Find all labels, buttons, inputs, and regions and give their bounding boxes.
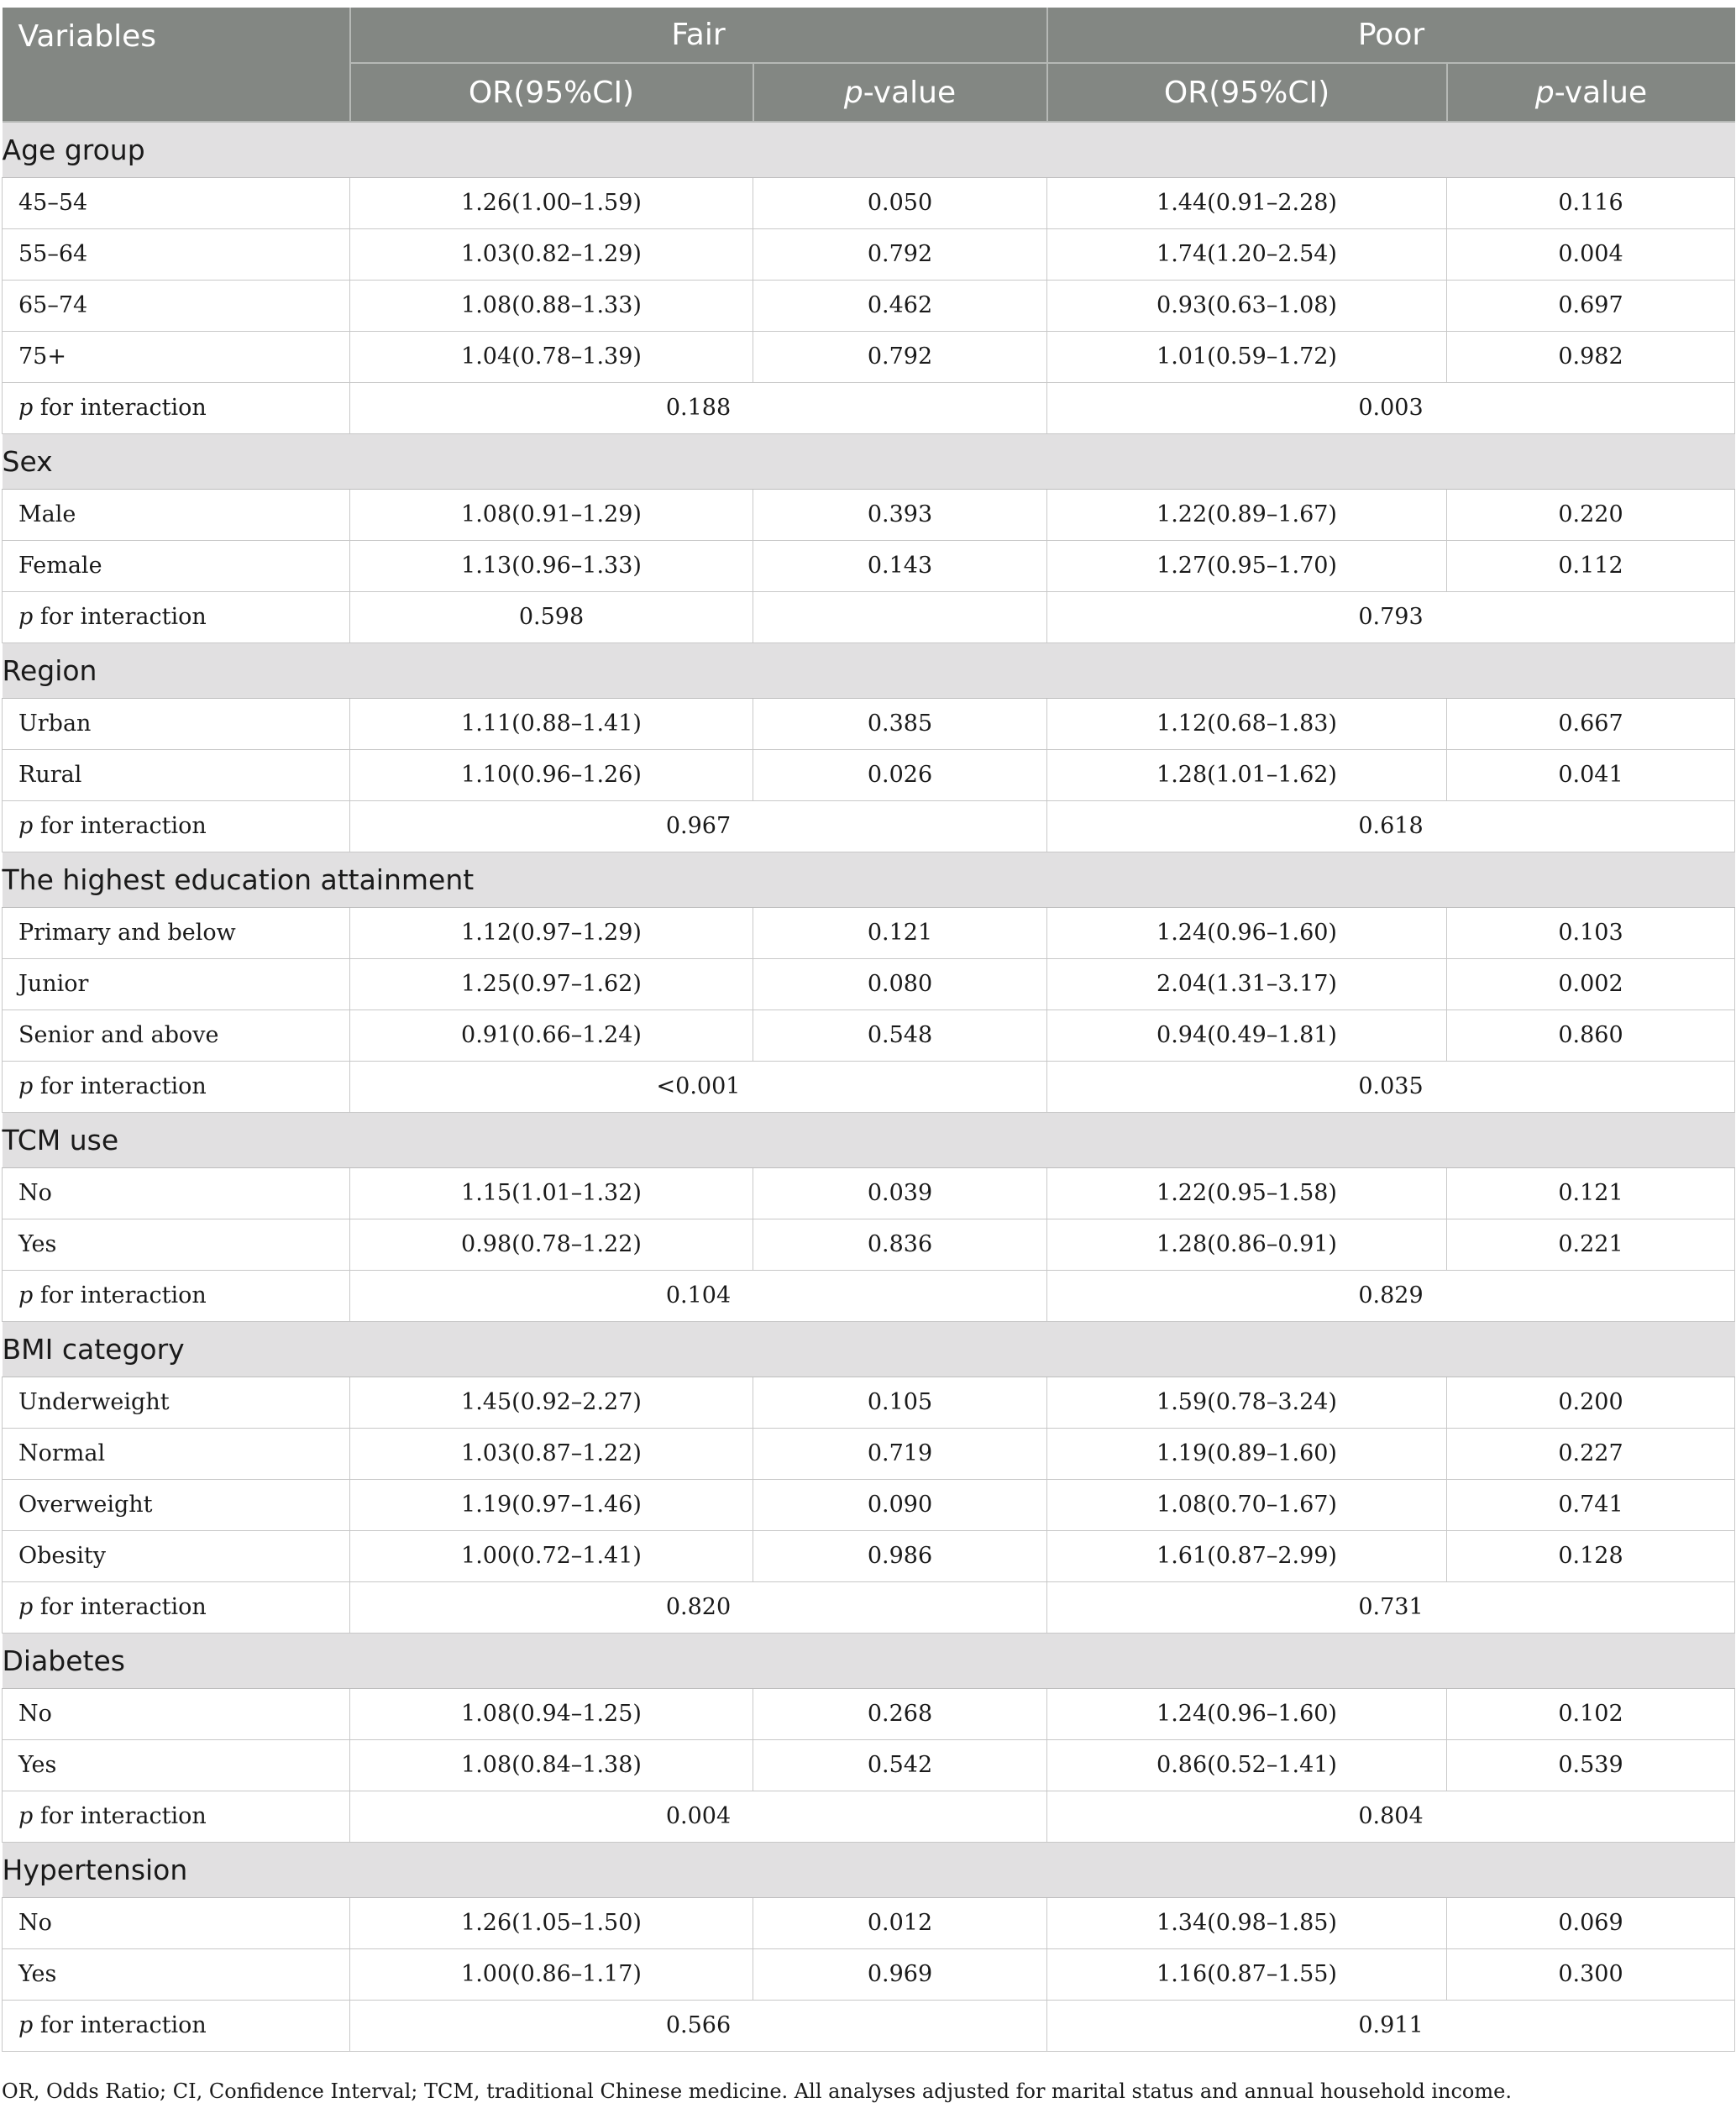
table-row (3, 1428, 1735, 1479)
poor-interaction-cell: 0.731 (1047, 1581, 1735, 1633)
poor-pvalue-cell: 0.200 (1447, 1377, 1735, 1428)
poor-pvalue-cell: 0.539 (1447, 1739, 1735, 1791)
fair-or-cell: 1.04(0.78–1.39) (350, 331, 753, 382)
fair-pvalue-cell: 0.090 (753, 1479, 1047, 1530)
table-row (3, 1167, 1735, 1219)
poor-pvalue-cell: 0.982 (1447, 331, 1735, 382)
table-row (3, 1739, 1735, 1791)
fair-interaction-cell: 0.566 (350, 2000, 1047, 2051)
header-variables: Variables (3, 8, 350, 122)
row-label: Yes (3, 1739, 350, 1791)
poor-interaction-cell: 0.793 (1047, 591, 1735, 642)
poor-pvalue-cell: 0.069 (1447, 1897, 1735, 1948)
poor-interaction-cell: 0.911 (1047, 2000, 1735, 2051)
fair-or-cell: 1.10(0.96–1.26) (350, 749, 753, 800)
interaction-row (3, 1061, 1735, 1112)
poor-or-cell: 1.61(0.87–2.99) (1047, 1530, 1447, 1581)
header-poor: Poor (1047, 8, 1735, 63)
interaction-label: p for interaction (3, 800, 350, 852)
fair-pvalue-cell: 0.542 (753, 1739, 1047, 1791)
table-body (3, 122, 1735, 2051)
fair-interaction-cell: 0.598 (350, 591, 753, 642)
poor-or-cell: 1.28(1.01–1.62) (1047, 749, 1447, 800)
table-row (3, 907, 1735, 958)
poor-pvalue-cell: 0.227 (1447, 1428, 1735, 1479)
poor-pvalue-cell: 0.860 (1447, 1010, 1735, 1061)
table-row (3, 1010, 1735, 1061)
fair-pvalue-cell: 0.719 (753, 1428, 1047, 1479)
poor-pvalue-cell: 0.221 (1447, 1219, 1735, 1270)
row-label: No (3, 1688, 350, 1739)
table-row (3, 1530, 1735, 1581)
header-row (3, 8, 1735, 63)
fair-pvalue-cell: 0.792 (753, 228, 1047, 280)
row-label: Yes (3, 1948, 350, 2000)
fair-pvalue-cell: 0.986 (753, 1530, 1047, 1581)
fair-interaction-cell: 0.820 (350, 1581, 1047, 1633)
poor-or-cell: 0.93(0.63–1.08) (1047, 280, 1447, 331)
fair-or-cell: 1.19(0.97–1.46) (350, 1479, 753, 1530)
poor-pvalue-cell: 0.128 (1447, 1530, 1735, 1581)
poor-or-cell: 1.22(0.89–1.67) (1047, 489, 1447, 540)
table-footnote: OR, Odds Ratio; CI, Confidence Interval; TCM, traditional Chinese medicine. All analyses adjusted for marital status and annual household income. (2, 2079, 1512, 2103)
section-header-row (3, 1842, 1735, 1897)
poor-interaction-cell: 0.618 (1047, 800, 1735, 852)
poor-pvalue-cell: 0.002 (1447, 958, 1735, 1010)
poor-pvalue-cell: 0.121 (1447, 1167, 1735, 1219)
fair-or-cell: 1.15(1.01–1.32) (350, 1167, 753, 1219)
table-row (3, 1219, 1735, 1270)
poor-or-cell: 2.04(1.31–3.17) (1047, 958, 1447, 1010)
fair-interaction-cell: 0.104 (350, 1270, 1047, 1321)
poor-or-cell: 1.01(0.59–1.72) (1047, 331, 1447, 382)
poor-interaction-cell: 0.804 (1047, 1791, 1735, 1842)
fair-pvalue-cell: 0.026 (753, 749, 1047, 800)
table-row (3, 1948, 1735, 2000)
row-label: 75+ (3, 331, 350, 382)
fair-or-cell: 1.08(0.84–1.38) (350, 1739, 753, 1791)
poor-pvalue-cell: 0.220 (1447, 489, 1735, 540)
fair-or-cell: 1.03(0.82–1.29) (350, 228, 753, 280)
poor-pvalue-cell: 0.004 (1447, 228, 1735, 280)
fair-interaction-cell: 0.188 (350, 382, 1047, 433)
interaction-row (3, 1581, 1735, 1633)
header-poor-or: OR(95%CI) (1047, 63, 1447, 122)
header-fair: Fair (350, 8, 1047, 63)
poor-pvalue-cell: 0.300 (1447, 1948, 1735, 2000)
row-label: 45–54 (3, 177, 350, 228)
interaction-row (3, 800, 1735, 852)
poor-or-cell: 1.16(0.87–1.55) (1047, 1948, 1447, 2000)
poor-or-cell: 1.28(0.86–0.91) (1047, 1219, 1447, 1270)
section-header-row (3, 1321, 1735, 1377)
header-fair-pvalue: p-value (753, 63, 1047, 122)
fair-or-cell: 1.08(0.94–1.25) (350, 1688, 753, 1739)
fair-pvalue-cell: 0.792 (753, 331, 1047, 382)
row-label: Urban (3, 698, 350, 749)
interaction-row (3, 1791, 1735, 1842)
poor-pvalue-cell: 0.041 (1447, 749, 1735, 800)
section-title: Region (3, 642, 1735, 698)
fair-or-cell: 1.26(1.05–1.50) (350, 1897, 753, 1948)
table-row (3, 1479, 1735, 1530)
row-label: Senior and above (3, 1010, 350, 1061)
poor-or-cell: 1.12(0.68–1.83) (1047, 698, 1447, 749)
poor-pvalue-cell: 0.112 (1447, 540, 1735, 591)
poor-interaction-cell: 0.829 (1047, 1270, 1735, 1321)
poor-or-cell: 1.74(1.20–2.54) (1047, 228, 1447, 280)
poor-or-cell: 1.44(0.91–2.28) (1047, 177, 1447, 228)
poor-interaction-cell: 0.003 (1047, 382, 1735, 433)
interaction-row (3, 2000, 1735, 2051)
interaction-label: p for interaction (3, 1581, 350, 1633)
fair-interaction-cell: 0.004 (350, 1791, 1047, 1842)
interaction-label: p for interaction (3, 1270, 350, 1321)
poor-or-cell: 1.24(0.96–1.60) (1047, 1688, 1447, 1739)
interaction-label: p for interaction (3, 591, 350, 642)
fair-or-cell: 1.25(0.97–1.62) (350, 958, 753, 1010)
fair-or-cell: 1.11(0.88–1.41) (350, 698, 753, 749)
header-fair-or: OR(95%CI) (350, 63, 753, 122)
poor-pvalue-cell: 0.741 (1447, 1479, 1735, 1530)
interaction-row (3, 1270, 1735, 1321)
fair-or-cell: 1.00(0.86–1.17) (350, 1948, 753, 2000)
interaction-label: p for interaction (3, 1061, 350, 1112)
fair-pvalue-cell: 0.143 (753, 540, 1047, 591)
row-label: Normal (3, 1428, 350, 1479)
row-label: Primary and below (3, 907, 350, 958)
section-header-row (3, 122, 1735, 177)
interaction-row (3, 382, 1735, 433)
row-label: Underweight (3, 1377, 350, 1428)
poor-or-cell: 1.59(0.78–3.24) (1047, 1377, 1447, 1428)
section-header-row (3, 433, 1735, 489)
poor-or-cell: 1.22(0.95–1.58) (1047, 1167, 1447, 1219)
header-poor-pvalue: p-value (1447, 63, 1735, 122)
row-label: 65–74 (3, 280, 350, 331)
interaction-label: p for interaction (3, 1791, 350, 1842)
table-row (3, 749, 1735, 800)
row-label: 55–64 (3, 228, 350, 280)
section-header-row (3, 852, 1735, 907)
fair-pvalue-cell: 0.548 (753, 1010, 1047, 1061)
poor-or-cell: 0.94(0.49–1.81) (1047, 1010, 1447, 1061)
row-label: Obesity (3, 1530, 350, 1581)
interaction-label: p for interaction (3, 382, 350, 433)
fair-or-cell: 1.26(1.00–1.59) (350, 177, 753, 228)
poor-or-cell: 1.19(0.89–1.60) (1047, 1428, 1447, 1479)
poor-pvalue-cell: 0.102 (1447, 1688, 1735, 1739)
fair-pvalue-cell: 0.012 (753, 1897, 1047, 1948)
fair-interaction-cell: 0.967 (350, 800, 1047, 852)
table-row (3, 1377, 1735, 1428)
section-header-row (3, 642, 1735, 698)
row-label: Overweight (3, 1479, 350, 1530)
table-row (3, 280, 1735, 331)
row-label: Rural (3, 749, 350, 800)
section-title: BMI category (3, 1321, 1735, 1377)
fair-or-cell: 1.08(0.88–1.33) (350, 280, 753, 331)
fair-or-cell: 1.45(0.92–2.27) (350, 1377, 753, 1428)
fair-or-cell: 1.00(0.72–1.41) (350, 1530, 753, 1581)
poor-interaction-cell: 0.035 (1047, 1061, 1735, 1112)
fair-or-cell: 1.03(0.87–1.22) (350, 1428, 753, 1479)
fair-or-cell: 0.98(0.78–1.22) (350, 1219, 753, 1270)
poor-or-cell: 1.27(0.95–1.70) (1047, 540, 1447, 591)
section-title: Hypertension (3, 1842, 1735, 1897)
empty-cell (753, 591, 1047, 642)
section-title: Diabetes (3, 1633, 1735, 1688)
table-row (3, 177, 1735, 228)
row-label: No (3, 1167, 350, 1219)
fair-or-cell: 1.12(0.97–1.29) (350, 907, 753, 958)
poor-or-cell: 0.86(0.52–1.41) (1047, 1739, 1447, 1791)
poor-or-cell: 1.24(0.96–1.60) (1047, 907, 1447, 958)
poor-pvalue-cell: 0.103 (1447, 907, 1735, 958)
poor-pvalue-cell: 0.667 (1447, 698, 1735, 749)
poor-pvalue-cell: 0.697 (1447, 280, 1735, 331)
fair-interaction-cell: <0.001 (350, 1061, 1047, 1112)
section-title: The highest education attainment (3, 852, 1735, 907)
poor-or-cell: 1.08(0.70–1.67) (1047, 1479, 1447, 1530)
interaction-row (3, 591, 1735, 642)
row-label: Male (3, 489, 350, 540)
fair-pvalue-cell: 0.836 (753, 1219, 1047, 1270)
row-label: Yes (3, 1219, 350, 1270)
fair-pvalue-cell: 0.121 (753, 907, 1047, 958)
fair-or-cell: 1.13(0.96–1.33) (350, 540, 753, 591)
table-row (3, 1897, 1735, 1948)
section-header-row (3, 1112, 1735, 1167)
fair-pvalue-cell: 0.385 (753, 698, 1047, 749)
table-row (3, 228, 1735, 280)
fair-pvalue-cell: 0.268 (753, 1688, 1047, 1739)
row-label: No (3, 1897, 350, 1948)
section-title: TCM use (3, 1112, 1735, 1167)
fair-pvalue-cell: 0.105 (753, 1377, 1047, 1428)
table-row (3, 331, 1735, 382)
fair-pvalue-cell: 0.462 (753, 280, 1047, 331)
fair-or-cell: 0.91(0.66–1.24) (350, 1010, 753, 1061)
fair-pvalue-cell: 0.039 (753, 1167, 1047, 1219)
fair-pvalue-cell: 0.050 (753, 177, 1047, 228)
results-table (2, 8, 1735, 2052)
row-label: Junior (3, 958, 350, 1010)
row-label: Female (3, 540, 350, 591)
interaction-label: p for interaction (3, 2000, 350, 2051)
table-row (3, 540, 1735, 591)
table-row (3, 698, 1735, 749)
section-header-row (3, 1633, 1735, 1688)
fair-pvalue-cell: 0.969 (753, 1948, 1047, 2000)
poor-or-cell: 1.34(0.98–1.85) (1047, 1897, 1447, 1948)
section-title: Sex (3, 433, 1735, 489)
fair-pvalue-cell: 0.393 (753, 489, 1047, 540)
table-row (3, 958, 1735, 1010)
fair-or-cell: 1.08(0.91–1.29) (350, 489, 753, 540)
table-row (3, 489, 1735, 540)
section-title: Age group (3, 122, 1735, 177)
table-row (3, 1688, 1735, 1739)
fair-pvalue-cell: 0.080 (753, 958, 1047, 1010)
poor-pvalue-cell: 0.116 (1447, 177, 1735, 228)
